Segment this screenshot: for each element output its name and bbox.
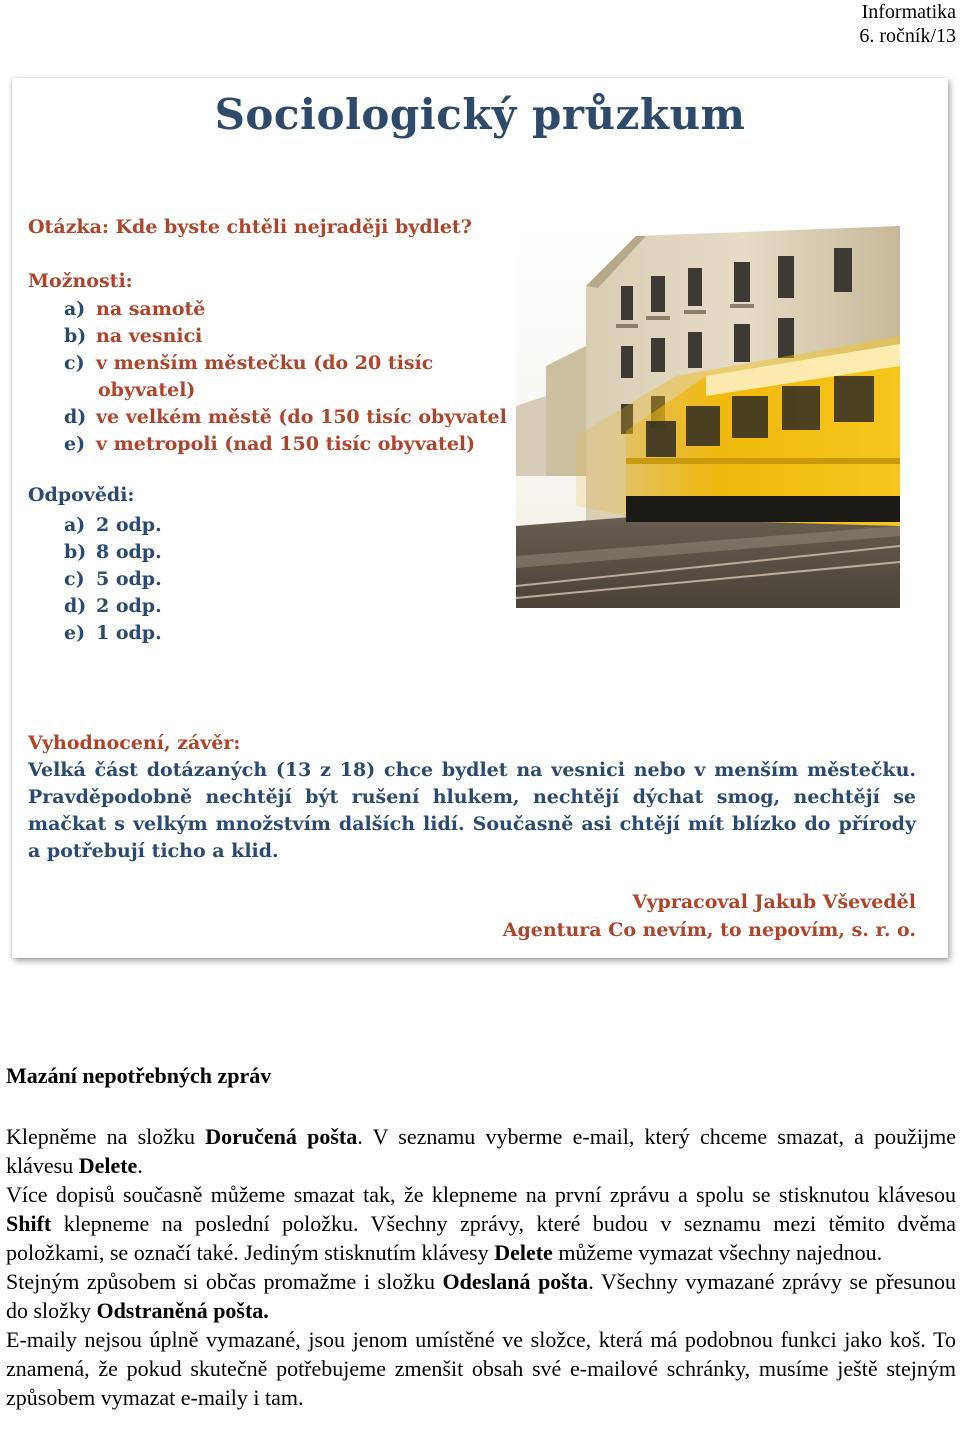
option-c-continued: obyvatel) [98,379,196,401]
answer-c: c) 5 odp. [64,568,162,590]
option-c: c) v menším městečku (do 20 tisíc [64,352,434,374]
option-a: a) na samotě [64,298,206,320]
answer-b: b) 8 odp. [64,541,162,563]
paragraph-2: Více dopisů současně můžeme smazat tak, že klepneme na první zprávu a spolu se stisknutou klávesou Shift klepneme na poslední položku. Všechny zprávy, které budou v seznamu mezi těmito dvěma položkami, se označí také. Jediným stisknutím klávesy Delete můžeme vymazat všechny najednou. [6,1182,956,1265]
survey-question: Otázka: Kde byste chtěli nejraději bydlet? [28,216,472,238]
paragraph-4: E-maily nejsou úplně vymazané, jsou jenom umístěné ve složce, která má podobnou funkci jako koš. To znamená, že pokud skutečně potřebujeme zmenšit obsah své e-mailové schránky, musíme ještě stejným způsobem vymazat e-maily i tam. [6,1327,956,1410]
answers-heading: Odpovědi: [28,484,135,506]
paragraph-1: Klepněme na složku Doručená pošta. V seznamu vyberme e-mail, který chceme smazat, a použijme klávesu Delete. [6,1124,957,1178]
answer-d: d) 2 odp. [64,595,162,617]
header-subject: Informatika [861,1,956,23]
agency-line: Agentura Co nevím, to nepovím, s. r. o. [502,919,916,941]
answer-e: e) 1 odp. [64,622,162,644]
header-grade: 6. ročník/13 [859,25,956,47]
slide-title: Sociologický průzkum [214,90,746,139]
section-title: Mazání nepotřebných zpráv [6,1063,272,1088]
conclusion-text: Velká část dotázaných (13 z 18) chce bydlet na vesnici nebo v menším městečku. Pravděpodobně nechtějí být rušení hlukem, nechtějí dýchat smog, nechtějí se mačkat s velkým množstvím dalších lidí. Současně asi chtějí mít blízko do přírody a potřebují ticho a klid. [28,759,916,862]
author-line: Vypracoval Jakub Vševeděl [632,891,916,913]
slide-signature [503,888,916,944]
answer-a: a) 2 odp. [64,514,162,536]
body-text [6,1122,956,1412]
option-b: b) na vesnici [64,325,203,347]
paragraph-3: Stejným způsobem si občas promažme i složku Odeslaná pošta. Všechny vymazané zprávy se přesunou do složky Odstraněná pošta. [6,1269,956,1323]
option-d: d) ve velkém městě (do 150 tisíc obyvatel [64,406,507,428]
conclusion-heading: Vyhodnocení, závěr: [28,732,241,754]
conclusion-block [28,730,916,865]
option-e: e) v metropoli (nad 150 tisíc obyvatel) [64,433,476,455]
tram-street-photo [516,226,900,608]
page-header [859,0,956,48]
options-heading: Možnosti: [28,270,133,292]
slide-image [12,78,948,958]
